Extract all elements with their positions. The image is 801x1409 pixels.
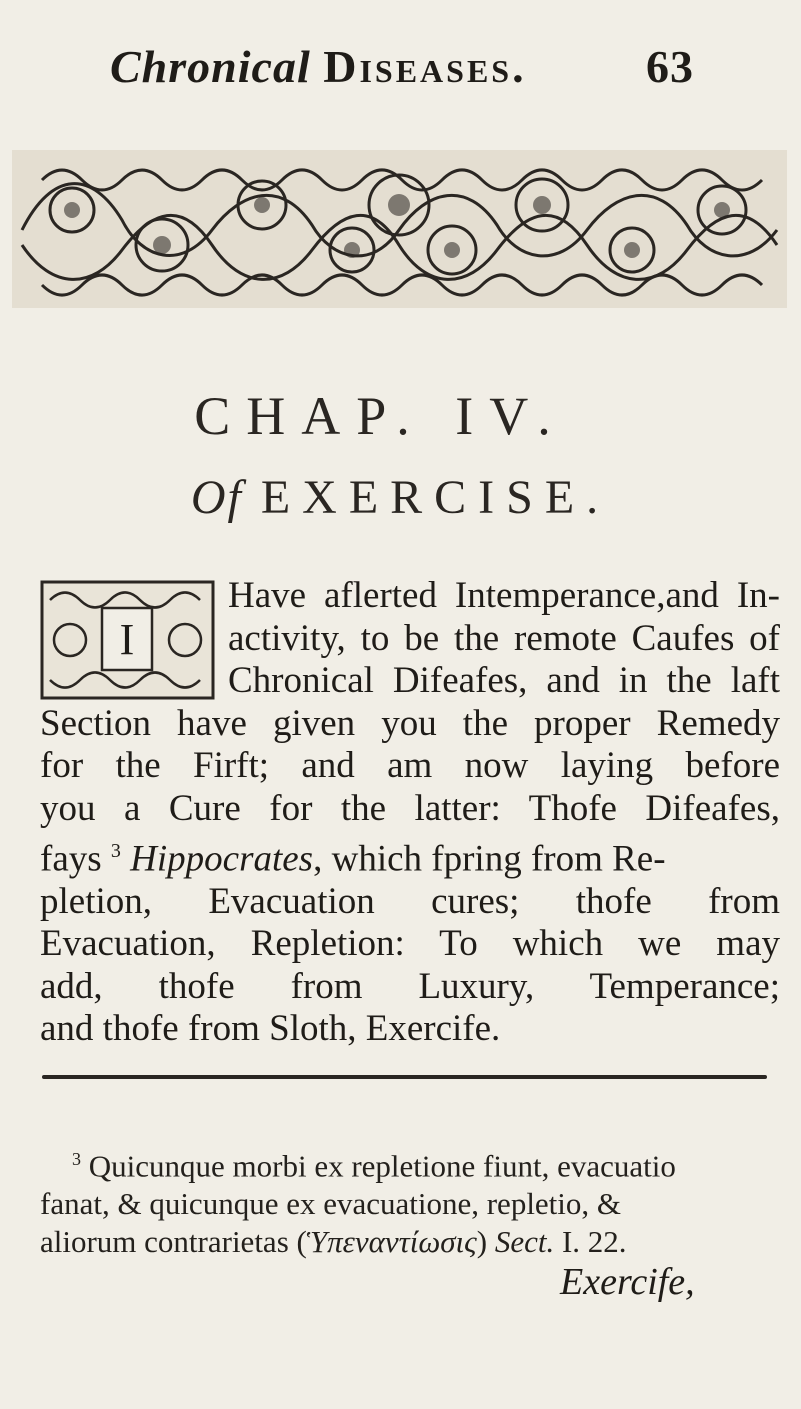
body-line: and thofe from Sloth, Exercife. bbox=[40, 1008, 501, 1050]
footnote-reference: 3 bbox=[110, 840, 121, 862]
footnote-line-text: Quicunque morbi ex repletione fiunt, evacuatio bbox=[88, 1148, 676, 1184]
footnote-line-text: ) bbox=[476, 1224, 495, 1260]
chapter-heading bbox=[0, 385, 801, 447]
page-number: 63 bbox=[646, 41, 694, 92]
section-heading-of: Of bbox=[190, 471, 243, 524]
running-head-title-italic: Chronical bbox=[110, 41, 311, 92]
body-line: pletion, Evacuation cures; thofe from bbox=[40, 880, 780, 922]
body-line: for the Firft; and am now laying before bbox=[40, 745, 780, 786]
body-line bbox=[40, 830, 780, 881]
body-line: Have aflerted Intemperance,and In- bbox=[228, 575, 780, 616]
footnote-line-text: I. 22. bbox=[554, 1224, 627, 1260]
body-line: Evacuation, Repletion: To which we may bbox=[40, 923, 780, 965]
footnote-line bbox=[40, 1140, 780, 1185]
body-line: add, thofe from Luxury, Temperance; bbox=[40, 965, 780, 1007]
body-line-text: fays bbox=[40, 838, 111, 880]
section-heading bbox=[0, 470, 801, 525]
drop-cap-letter: I bbox=[119, 615, 135, 664]
body-line: Section have given you the proper Remedy bbox=[40, 702, 780, 744]
body-line: activity, to be the remote Caufes of bbox=[228, 617, 780, 659]
hippocrates-name: Hippocrates bbox=[130, 838, 314, 880]
footnote-line bbox=[40, 1223, 780, 1261]
body-line-rest: , which fpring from Re- bbox=[313, 838, 666, 880]
running-head-title-caps: Diseases. bbox=[323, 41, 527, 92]
section-heading-title: EXERCISE. bbox=[260, 471, 611, 524]
ornamental-headpiece-icon bbox=[12, 150, 787, 308]
catchword: Exercife, bbox=[560, 1261, 695, 1303]
footnote-greek: Ὑπεναντίωσις bbox=[306, 1224, 477, 1260]
footnote-line-text: aliorum contrarietas ( bbox=[40, 1224, 307, 1260]
footnote-line: fanat, & quicunque ex evacuatione, repletio, & bbox=[40, 1186, 622, 1222]
body-text bbox=[40, 575, 780, 1051]
body-line-text: Chronical Difeafes, and in the laft bbox=[228, 660, 780, 701]
footnote bbox=[40, 1140, 780, 1261]
running-head bbox=[110, 40, 710, 110]
chapter-heading-text: CHAP. IV. bbox=[194, 386, 567, 446]
body-line: you a Cure for the latter: Thofe Difeafes, bbox=[40, 787, 780, 829]
footnote-rule bbox=[42, 1075, 767, 1079]
footnote-sect: Sect. bbox=[494, 1224, 555, 1260]
body-line bbox=[40, 660, 780, 703]
footnote-marker: 3 bbox=[72, 1149, 81, 1169]
